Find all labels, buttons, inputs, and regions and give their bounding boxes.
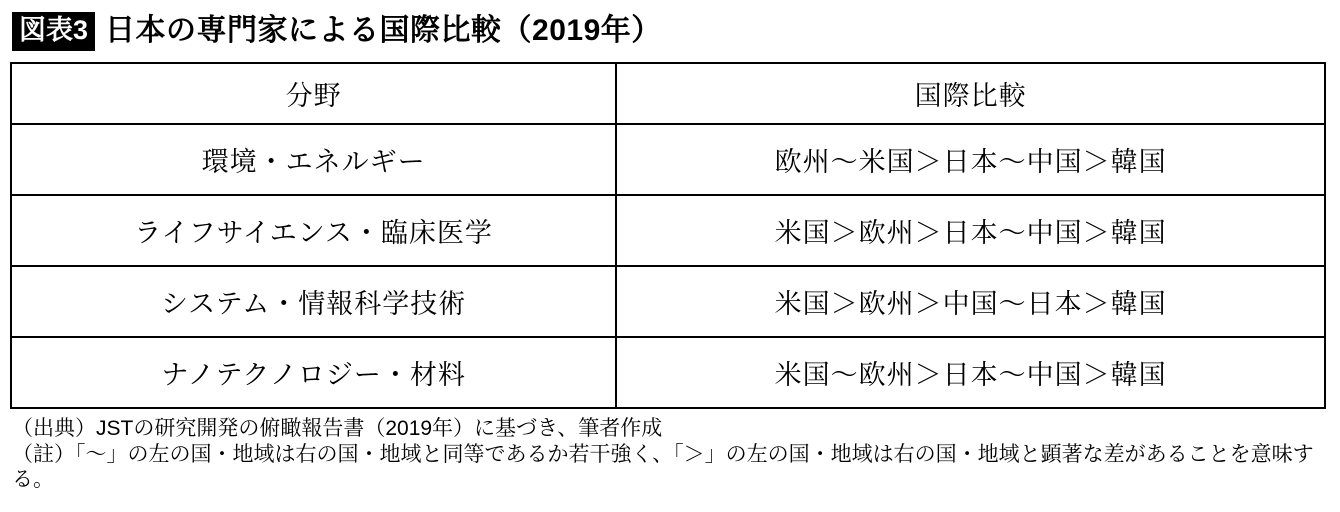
cell-comparison: 米国＞欧州＞中国〜日本＞韓国 [616,266,1325,337]
footnotes [10,416,1330,493]
table-row [11,266,1325,337]
table-row [11,124,1325,195]
table-row [11,195,1325,266]
cell-field: ライフサイエンス・臨床医学 [11,195,616,266]
figure-number-badge: 図表3 [12,12,95,51]
column-header-field: 分野 [11,63,616,124]
cell-field: ナノテクノロジー・材料 [11,337,616,408]
comparison-table-wrapper [10,62,1326,409]
explanatory-note: （註）「〜」の左の国・地域は右の国・地域と同等であるか若干強く、「＞」の左の国・地域は右の国・地域と顕著な差があることを意味する。 [12,442,1314,492]
page-title: 日本の専門家による国際比較（2019年） [105,14,662,47]
cell-field: システム・情報科学技術 [11,266,616,337]
table-row [11,337,1325,408]
comparison-table [10,62,1326,409]
figure-title-row [10,8,1330,54]
source-note: （出典）JSTの研究開発の俯瞰報告書（2019年）に基づき、筆者作成 [12,417,663,440]
column-header-comparison: 国際比較 [616,63,1325,124]
cell-comparison: 米国＞欧州＞日本〜中国＞韓国 [616,195,1325,266]
cell-field: 環境・エネルギー [11,124,616,195]
cell-comparison: 欧州〜米国＞日本〜中国＞韓国 [616,124,1325,195]
table-header-row [11,63,1325,124]
cell-comparison: 米国〜欧州＞日本〜中国＞韓国 [616,337,1325,408]
